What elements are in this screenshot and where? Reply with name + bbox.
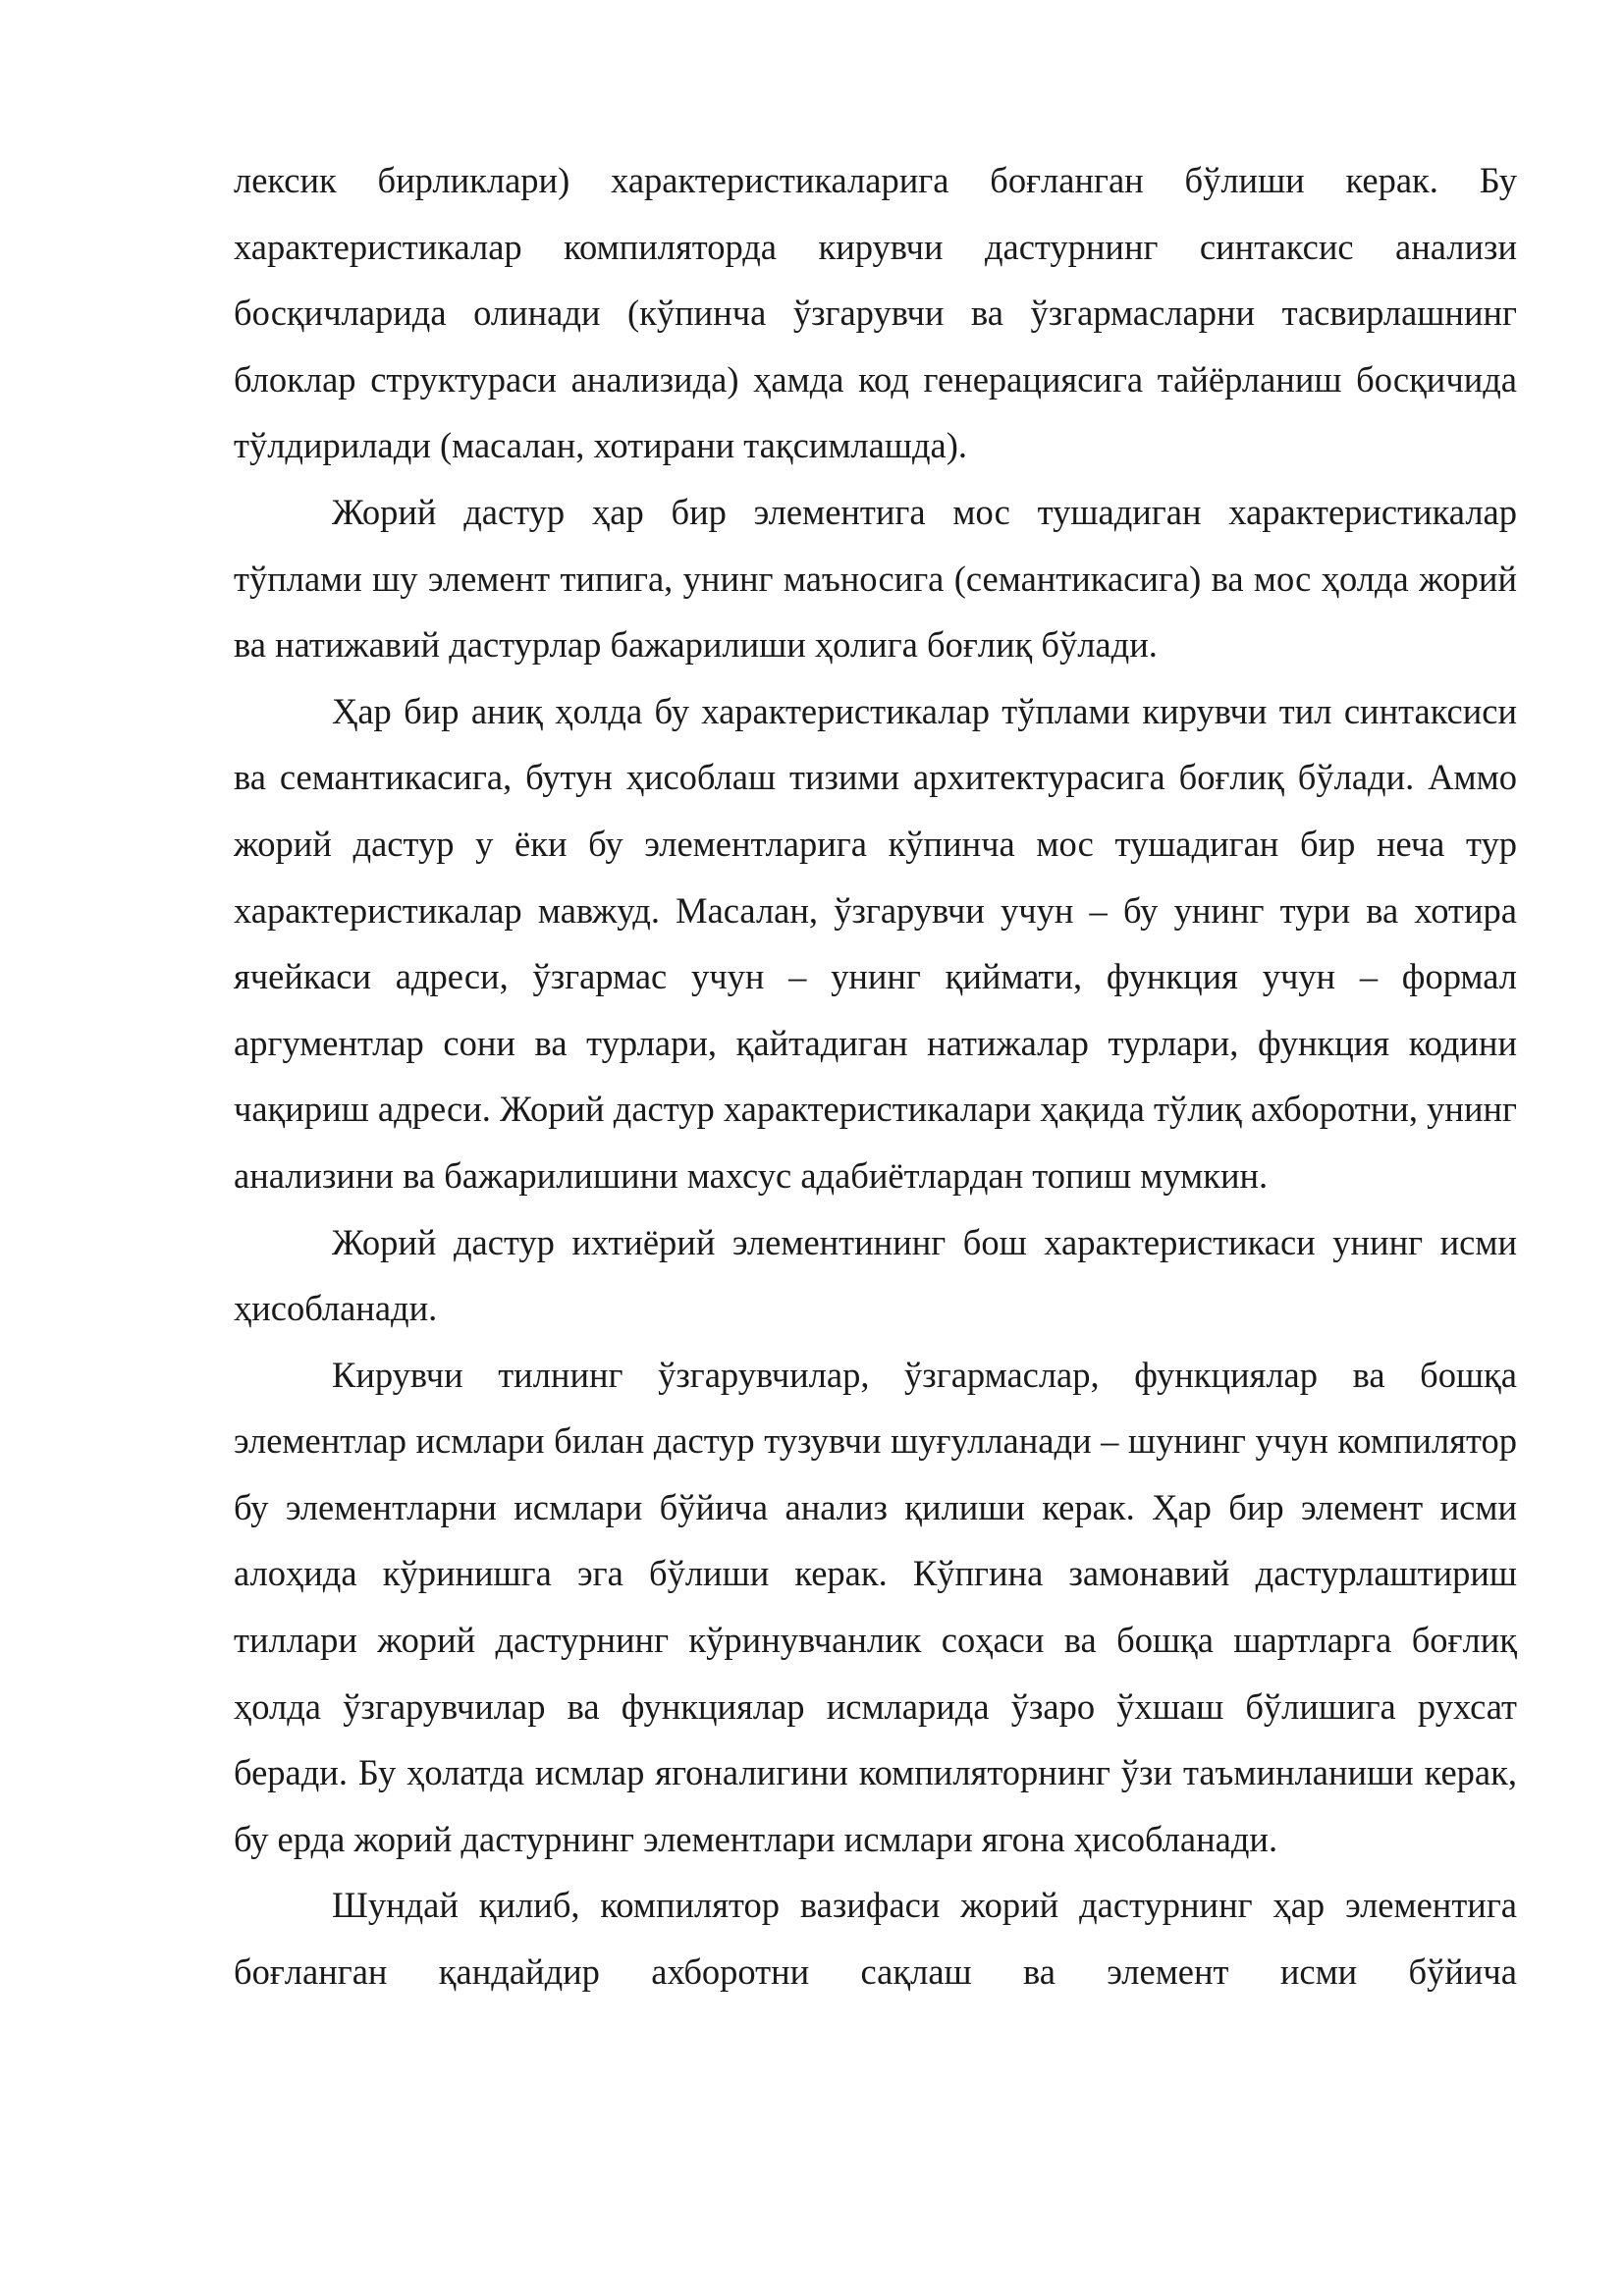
paragraph-1: лексик бирликлари) характеристикаларига боғланган бўлиши керак. Бу характеристикалар компиляторда кирувчи дастурнинг синтаксис анализи босқичларида олинади (кўпинча ўзгарувчи ва ўзгармасларни тасвирлашнинг блоклар структураси анализида) ҳамда код генерациясига тайёрланиш босқичида тўлдирилади (масалан, хотирани тақсимлашда).: [234, 160, 1517, 466]
paragraph-4: Жорий дастур ихтиёрий элементининг бош характеристикаси унинг исми ҳисобланади.: [234, 1221, 1517, 1329]
paragraph-2: Жорий дастур ҳар бир элементига мос тушадиган характеристикалар тўплами шу элемент типига, унинг маъносига (семантикасига) ва мос ҳолда жорий ва натижавий дастурлар бажарилиши ҳолига боғлиқ бўлади.: [234, 491, 1517, 666]
document-page: [234, 147, 1517, 2005]
paragraph-6: Шундай қилиб, компилятор вазифаси жорий дастурнинг ҳар элементига боғланган қандайдир ахборотни сақлаш ва элемент исми бўйича: [234, 1885, 1517, 1993]
paragraph-3: Ҳар бир аниқ ҳолда бу характеристикалар тўплами кирувчи тил синтаксиси ва семантикасига, бутун ҳисоблаш тизими архитектурасига боғлиқ бўлади. Аммо жорий дастур у ёки бу элементларига кўпинча мос тушадиган бир неча тур характеристикалар мавжуд. Масалан, ўзгарувчи учун – бу унинг тури ва хотира ячейкаси адреси, ўзгармас учун – унинг қиймати, функция учун – формал аргументлар сони ва турлари, қайтадиган натижалар турлари, функция кодини чақириш адреси. Жорий дастур характеристикалари ҳақида тўлиқ ахборотни, унинг анализини ва бажарилишини махсус адабиётлардан топиш мумкин.: [234, 690, 1517, 1196]
paragraph-5: Кирувчи тилнинг ўзгарувчилар, ўзгармаслар, функциялар ва бошқа элементлар исмлари билан дастур тузувчи шуғулланади – шунинг учун компилятор бу элементларни исмлари бўйича анализ қилиши керак. Ҳар бир элемент исми алоҳида кўринишга эга бўлиши керак. Кўпгина замонавий дастурлаштириш тиллари жорий дастурнинг кўринувчанлик соҳаси ва бошқа шартларга боғлиқ ҳолда ўзгарувчилар ва функциялар исмларида ўзаро ўхшаш бўлишига рухсат беради. Бу ҳолатда исмлар ягоналигини компиляторнинг ўзи таъминланиши керак, бу ерда жорий дастурнинг элементлари исмлари ягона ҳисобланади.: [234, 1354, 1517, 1859]
